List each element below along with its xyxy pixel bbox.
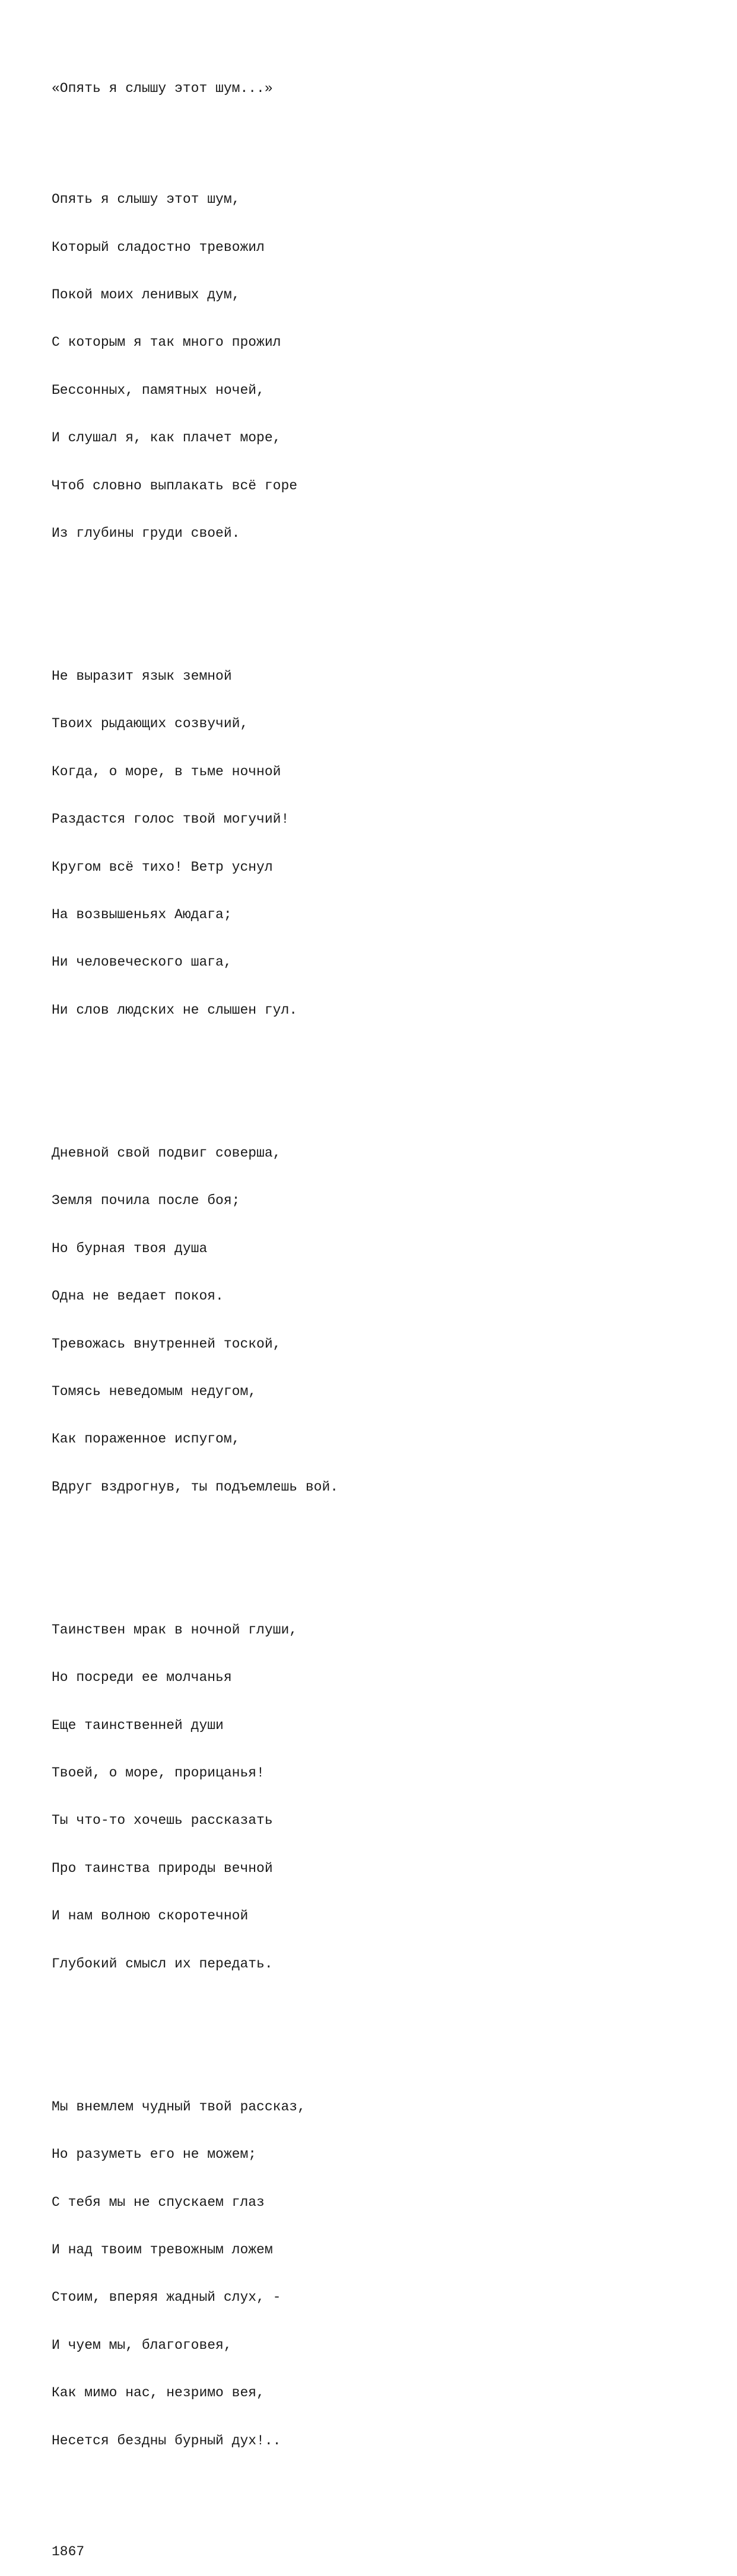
poem-line: Опять я слышу этот шум,	[52, 192, 240, 208]
poem-line: Из глубины груди своей.	[52, 525, 240, 541]
poem-line: Еще таинственней души	[52, 1717, 224, 1733]
poem-line: Твоих рыдающих созвучий,	[52, 716, 249, 732]
poem-line: Как пораженное испугом,	[52, 1431, 240, 1447]
poem-line: Но бурная твоя душа	[52, 1240, 208, 1256]
poem-line: И слушал я, как плачет море,	[52, 430, 281, 446]
stanza-1	[52, 160, 704, 574]
poem-date: 1867	[52, 2544, 85, 2560]
poem-line: Одна не ведает покоя.	[52, 1288, 224, 1304]
poem-line: Но посреди ее молчанья	[52, 1670, 232, 1686]
poem-line: И чуем мы, благоговея,	[52, 2337, 232, 2353]
stanza-4	[52, 1590, 704, 2004]
poem-line: Земля почила после боя;	[52, 1193, 240, 1209]
poem-line: Стоим, вперяя жадный слух, -	[52, 2290, 281, 2306]
poem-line: Мы внемлем чудный твой рассказ,	[52, 2099, 306, 2115]
poem-line: Покой моих ленивых дум,	[52, 286, 240, 303]
poem-line: С тебя мы не спускаем глаз	[52, 2194, 265, 2210]
poem-line: И нам волною скоротечной	[52, 1908, 249, 1924]
poem-line: Ты что-то хочешь рассказать	[52, 1813, 273, 1829]
stanza-5	[52, 2067, 704, 2481]
poem-line: Томясь неведомым недугом,	[52, 1383, 257, 1399]
poem-line: Но разуметь его не можем;	[52, 2147, 257, 2163]
poem-line: Который сладостно тревожил	[52, 239, 265, 255]
stanza-3	[52, 1113, 704, 1527]
poem-line: Дневной свой подвиг соверша,	[52, 1145, 281, 1161]
poem-line: И над твоим тревожным ложем	[52, 2241, 273, 2257]
poem-line: Ни человеческого шага,	[52, 954, 232, 970]
poem-line: Когда, о море, в тьме ночной	[52, 763, 281, 779]
poem-line: Не выразит язык земной	[52, 668, 232, 684]
poem-line: Про таинства природы вечной	[52, 1860, 273, 1876]
poem-line: Как мимо нас, незримо вея,	[52, 2385, 265, 2401]
poem-line: На возвышеньях Аюдага;	[52, 907, 232, 923]
poem-line: Ни слов людских не слышен гул.	[52, 1002, 298, 1018]
poem-line: Глубокий смысл их передать.	[52, 1956, 273, 1972]
poem-title: «Опять я слышу этот шум...»	[52, 80, 273, 96]
stanza-2	[52, 636, 704, 1050]
poem-line: Тревожась внутренней тоской,	[52, 1336, 281, 1352]
poem-line: Несется бездны бурный дух!..	[52, 2432, 281, 2448]
poem-line: Кругом всё тихо! Ветр уснул	[52, 859, 273, 875]
poem-line: Таинствен мрак в ночной глуши,	[52, 1622, 298, 1638]
poem-line: Вдруг вздрогнув, ты подъемлешь вой.	[52, 1479, 339, 1495]
poem-line: Раздастся голос твой могучий!	[52, 811, 290, 827]
poem-line: Чтоб словно выплакать всё горе	[52, 477, 298, 493]
document-page	[52, 49, 704, 2576]
poem-line: Бессонных, памятных ночей,	[52, 382, 265, 398]
poem-line: Твоей, о море, прорицанья!	[52, 1765, 265, 1781]
poem-line: С которым я так много прожил	[52, 335, 281, 351]
